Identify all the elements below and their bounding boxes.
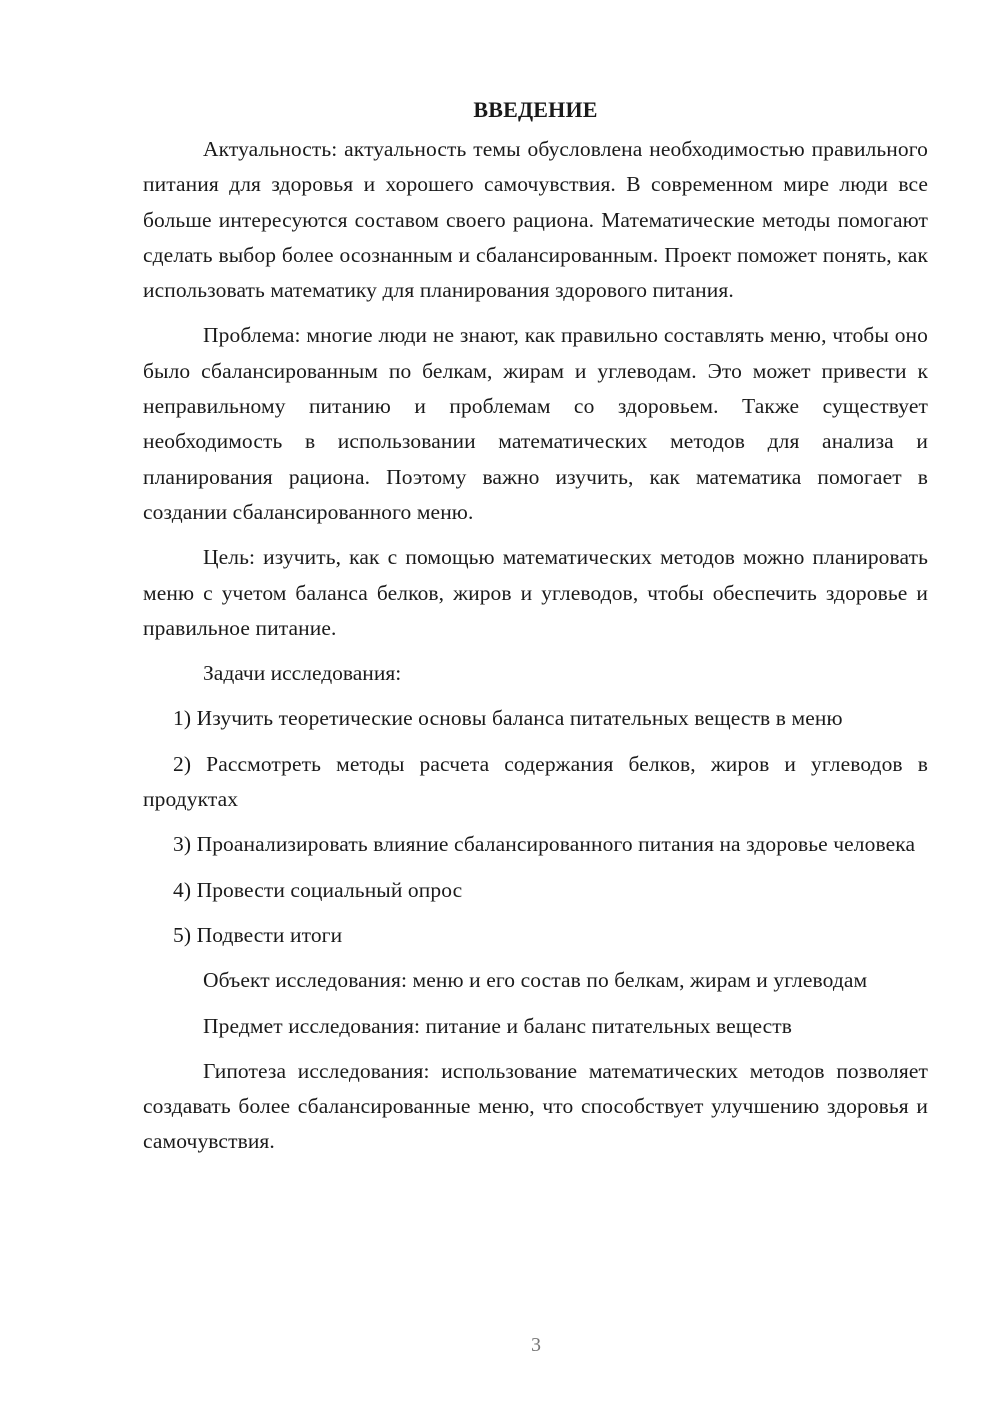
subject-paragraph: Предмет исследования: питание и баланс питательных веществ: [203, 1013, 793, 1038]
tasks-heading: Задачи исследования:: [203, 661, 402, 686]
hypothesis-paragraph: Гипотеза исследования: использование математических методов позволяет создавать более сбалансированные меню, что способствует улучшению здоровья и самочувствия.: [143, 1058, 928, 1154]
relevance-paragraph: Актуальность: актуальность темы обусловлена необходимостью правильного питания для здоровья и хорошего самочувствия. В современном мире люди все больше интересуются составом своего рациона. Математические методы помогают сделать выбор более осознанным и сбалансированным. Проект поможет понять, как использовать математику для планирования здорового питания.: [143, 137, 928, 303]
goal-paragraph: Цель: изучить, как с помощью математических методов можно планировать меню с учетом баланса белков, жиров и углеводов, чтобы обеспечить здоровье и правильное питание.: [143, 545, 928, 640]
task-item: 2) Рассмотреть методы расчета содержания белков, жиров и углеводов в продуктах: [143, 751, 928, 812]
document-page: [143, 92, 928, 1160]
task-item: 3) Проанализировать влияние сбалансированного питания на здоровье человека: [173, 832, 916, 857]
page-title: ВВЕДЕНИЕ: [473, 97, 598, 122]
object-paragraph: Объект исследования: меню и его состав по белкам, жирам и углеводам: [203, 968, 868, 993]
task-item: 5) Подвести итоги: [173, 922, 343, 947]
tasks-list: [143, 701, 928, 953]
page-number: 3: [531, 1334, 541, 1356]
problem-paragraph: Проблема: многие люди не знают, как правильно составлять меню, чтобы оно было сбалансированным по белкам, жирам и углеводам. Это может привести к неправильному питанию и проблемам со здоровьем. Также существует необходимость в использовании математических методов для анализа и планирования рациона. Поэтому важно изучить, как математика помогает в создании сбалансированного меню.: [143, 323, 928, 524]
task-item: 1) Изучить теоретические основы баланса питательных веществ в меню: [173, 706, 843, 731]
task-item: 4) Провести социальный опрос: [173, 877, 463, 902]
